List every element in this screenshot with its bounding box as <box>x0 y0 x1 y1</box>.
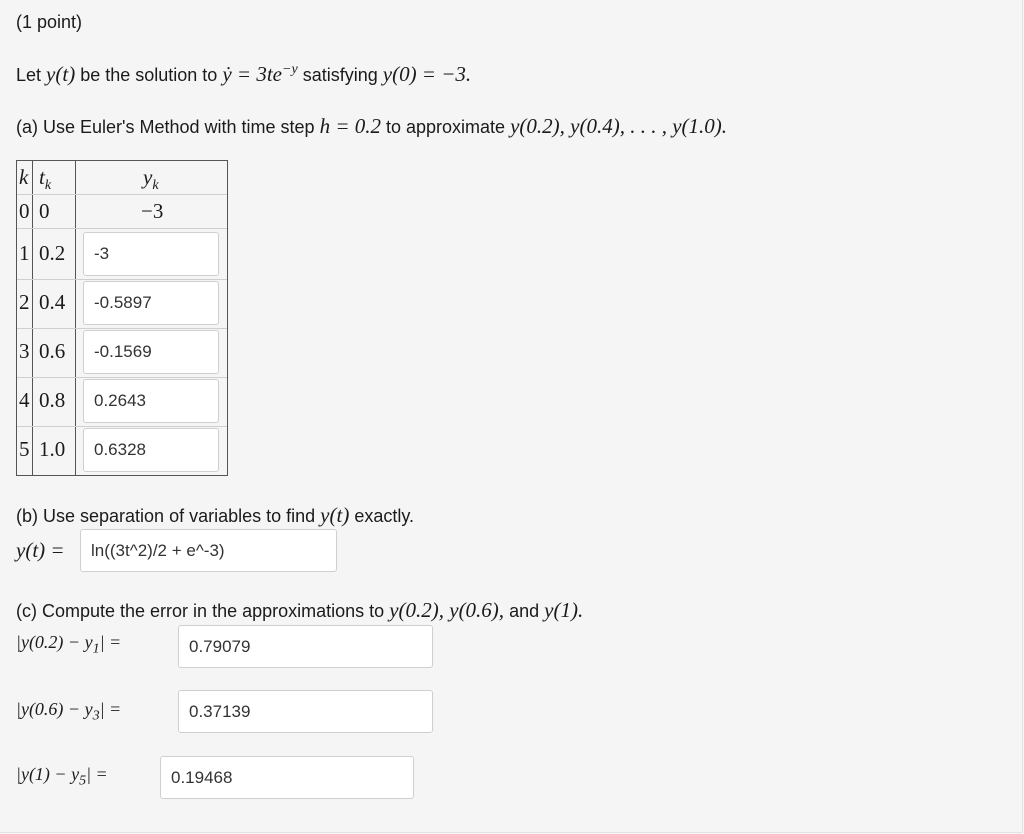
part-c-targets: y(0.2), y(0.6), <box>389 598 505 622</box>
y2-input[interactable]: -0.5897 <box>83 281 219 325</box>
header-divider <box>17 194 227 195</box>
part-a-targets: y(0.2), y(0.4), . . . , y(1.0). <box>510 114 728 138</box>
row2-t: 0.4 <box>39 290 66 314</box>
part-b-label: (b) Use separation of variables to find <box>16 506 316 526</box>
part-a-statement <box>16 114 727 139</box>
initial-condition: y(0) = −3. <box>382 62 472 86</box>
part-c-last: y(1). <box>544 598 584 622</box>
part-b-answer-label: y(t) = <box>16 538 65 562</box>
error1-input[interactable]: 0.79079 <box>178 625 433 668</box>
error2-label: $|y(0.6) - y_3|$ = <box>16 699 122 724</box>
row4-k: 4 <box>19 388 30 412</box>
header-k: k <box>19 165 29 189</box>
points-label: (1 point) <box>16 12 83 32</box>
part-c-label: (c) Compute the error in the approximations to <box>16 601 385 621</box>
error3-input[interactable]: 0.19468 <box>160 756 414 799</box>
row-divider <box>17 426 227 427</box>
part-b-y-of-t: y(t) <box>320 503 350 527</box>
part-b-statement <box>16 503 414 528</box>
header-t: $t_k$ <box>39 165 52 194</box>
let-prefix: Let <box>16 65 42 85</box>
table-col-divider <box>75 161 76 475</box>
problem-statement <box>16 62 471 87</box>
y4-input[interactable]: 0.2643 <box>83 379 219 423</box>
part-a-approx-text: to approximate <box>386 117 506 137</box>
row-divider <box>17 228 227 229</box>
error2-input[interactable]: 0.37139 <box>178 690 433 733</box>
row0-k: 0 <box>19 199 30 223</box>
row-divider <box>17 279 227 280</box>
part-c-statement <box>16 598 583 623</box>
y5-input[interactable]: 0.6328 <box>83 428 219 472</box>
row4-t: 0.8 <box>39 388 66 412</box>
row0-t: 0 <box>39 199 50 223</box>
error1-label: $|y(0.2) - y_1|$ = <box>16 632 122 657</box>
error3-label: $|y(1) - y_5|$ = <box>16 764 108 789</box>
table-col-divider <box>32 161 33 475</box>
row3-k: 3 <box>19 339 30 363</box>
part-b-exactly: exactly. <box>354 506 415 526</box>
satisfying-text: satisfying <box>302 65 378 85</box>
y-of-t: y(t) <box>46 62 76 86</box>
row-divider <box>17 377 227 378</box>
row1-k: 1 <box>19 241 30 265</box>
row0-y: −3 <box>141 199 164 223</box>
row5-k: 5 <box>19 437 30 461</box>
problem-mid: be the solution to <box>80 65 218 85</box>
y3-input[interactable]: -0.1569 <box>83 330 219 374</box>
part-c-and: and <box>509 601 540 621</box>
part-a-label: (a) Use Euler's Method with time step <box>16 117 315 137</box>
header-y: $y_k$ <box>143 165 159 194</box>
row-divider <box>17 328 227 329</box>
step-size: h = 0.2 <box>319 114 381 138</box>
row1-t: 0.2 <box>39 241 66 265</box>
euler-table <box>16 160 228 476</box>
row5-t: 1.0 <box>39 437 66 461</box>
row3-t: 0.6 <box>39 339 66 363</box>
ode-equation: ẏ = $3te^{-y}$ <box>222 62 298 86</box>
exact-solution-input[interactable]: ln((3t^2)/2 + e^-3) <box>80 529 337 572</box>
row2-k: 2 <box>19 290 30 314</box>
y1-input[interactable]: -3 <box>83 232 219 276</box>
